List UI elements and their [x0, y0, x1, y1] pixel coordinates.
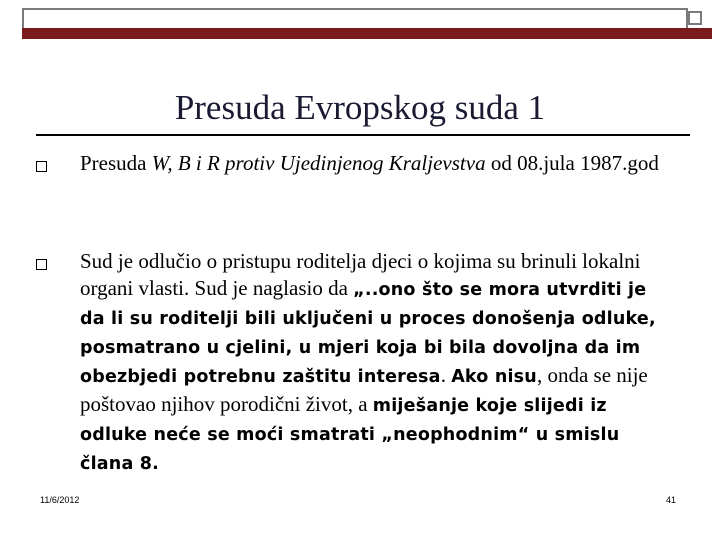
slide-title: Presuda Evropskog suda 1: [174, 88, 546, 127]
header-frame: [22, 8, 688, 28]
bullet2-ako-nisu-bold: Ako nisu: [451, 367, 537, 387]
bullet1-case-name: W, B i R protiv Ujedinjenog Kraljevstva: [151, 151, 486, 175]
header-corner-square: [688, 11, 702, 25]
header-dark-red-bar: [22, 28, 712, 39]
bullet1-text-end: od 08.jula 1987.god: [485, 151, 659, 175]
bullet-text-2: [80, 248, 670, 478]
bullet2-quote-bold: „..ono što se mora utvrditi je da li su roditelji bili uključeni u proces donošenja odluke, posmatrano u cjelini, u mjeri koja bi bila dovoljna da im obezbjedi potrebnu zaštitu interesa: [80, 280, 656, 387]
bullet2-ending-bold: miješanje koje slijedi iz odluke neće se moći smatrati „neophodnim“ u smislu člana 8.: [80, 396, 620, 474]
bullet1-text-start: Presuda: [80, 151, 152, 175]
bullet-text-1: [80, 150, 670, 177]
slide-header-band: [0, 0, 720, 40]
bullet2-period: .: [440, 363, 452, 387]
bullet-square-icon: [36, 259, 47, 270]
footer-page-number: 41: [666, 495, 677, 505]
footer-date: 11/6/2012: [40, 495, 80, 505]
bullet-square-icon: [36, 161, 47, 172]
title-underline: [36, 134, 690, 136]
bullet2-text-start: Sud je odlučio o pristupu roditelja djeci o kojima su brinuli lokalni organi vlasti. Sud je naglasio da: [80, 249, 641, 300]
bullet2-middle: , onda se nije poštovao njihov porodični život, a: [80, 363, 648, 416]
